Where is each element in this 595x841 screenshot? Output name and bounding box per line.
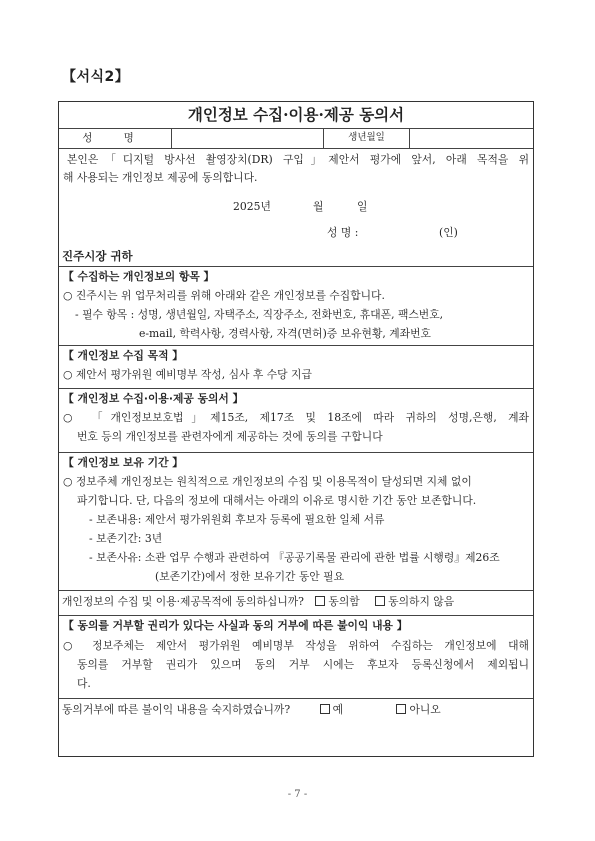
ack-row (62, 701, 529, 718)
ack-no-option[interactable]: 아니오 (396, 703, 440, 716)
retention-line-5: - 보존사유: 소관 업무 수행과 관련하여 『공공기록물 관리에 관한 법률 시행령』제26조 (89, 551, 500, 564)
consent-line-1: ○ 「개인정보보호법」제15조, 제17조 및 18조에 따라 귀하의 성명,은행, 계좌 (63, 411, 529, 424)
refusal-line-1: ○ 정보주체는 제안서 평가위원 예비명부 작성을 위하여 수집하는 개인정보에 대해 (63, 639, 529, 652)
items-line-2: - 필수 항목 : 성명, 생년월일, 자택주소, 직장주소, 전화번호, 휴대폰, 팩스번호, (75, 308, 444, 321)
retention-line-1: ○ 정보주체 개인정보는 원칙적으로 개인정보의 수집 및 이용목적이 달성되면 지체 없이 (63, 475, 472, 488)
refusal-section-head: 【 동의를 거부할 권리가 있다는 사실과 동의 거부에 따른 불이익 내용 】 (63, 619, 408, 632)
items-line-3: e-mail, 학력사항, 경력사항, 자격(면허)증 보유현황, 계좌번호 (139, 327, 431, 340)
refusal-line-2: 동의를 거부할 권리가 있으며 동의 거부 시에는 후보자 등록신청에서 제외됩니 (77, 658, 529, 671)
retention-section-head: 【 개인정보 보유 기간 】 (63, 456, 184, 469)
agree-option[interactable]: 동의함 (315, 595, 359, 608)
intro-line-1: 본인은「디지털 방사선 촬영장치(DR) 구입」제안서 평가에 앞서, 아래 목적을 위 (67, 153, 529, 166)
agree-question: 개인정보의 수집 및 이용·제공목적에 동의하십니까? (62, 595, 304, 608)
disagree-option[interactable]: 동의하지 않음 (375, 595, 454, 608)
items-section-head: 【 수집하는 개인정보의 항목 】 (63, 270, 215, 283)
recipient: 진주시장 귀하 (62, 249, 133, 263)
disagree-checkbox[interactable] (375, 596, 385, 606)
seal-label: (인) (439, 226, 458, 239)
ack-yes-option[interactable]: 예 (320, 703, 343, 716)
consent-line-2: 번호 등의 개인정보를 관련자에게 제공하는 것에 동의를 구합니다 (77, 430, 383, 443)
name-field[interactable] (172, 128, 322, 148)
birth-field[interactable] (410, 128, 532, 148)
form-label: 【서식2】 (62, 69, 130, 85)
ack-question: 동의거부에 따른 불이익 내용을 숙지하였습니까? (62, 703, 291, 716)
intro-line-2: 해 사용되는 개인정보 제공에 동의합니다. (63, 171, 258, 184)
items-line-1: ○ 진주시는 위 업무처리를 위해 아래와 같은 개인정보를 수집합니다. (63, 289, 385, 302)
agree-checkbox[interactable] (315, 596, 325, 606)
retention-line-2: 파기합니다. 단, 다음의 정보에 대해서는 아래의 이유로 명시한 기간 동안 보존합니다. (77, 494, 477, 507)
signature-label: 성 명 : (327, 226, 359, 239)
retention-line-4: - 보존기간: 3년 (89, 532, 163, 545)
page-number: - 7 - (287, 789, 308, 800)
date-year: 2025년 (233, 200, 271, 213)
form-title: 개인정보 수집·이용·제공 동의서 (59, 102, 533, 129)
consent-form (58, 101, 534, 757)
refusal-line-3: 다. (77, 677, 91, 690)
name-label: 성 명 (82, 132, 148, 144)
ack-no-checkbox[interactable] (396, 704, 406, 714)
ack-yes-checkbox[interactable] (320, 704, 330, 714)
agree-row (62, 593, 529, 610)
retention-line-3: - 보존내용: 제안서 평가위원회 후보자 등록에 필요한 일체 서류 (89, 513, 385, 526)
purpose-line-1: ○ 제안서 평가위원 예비명부 작성, 심사 후 수당 지급 (63, 368, 312, 381)
consent-section-head: 【 개인정보 수집·이용·제공 동의서 】 (63, 392, 244, 405)
retention-line-6: (보존기간)에서 정한 보유기간 동안 필요 (155, 570, 345, 583)
name-row (59, 128, 533, 149)
date-month: 월 (313, 200, 324, 213)
date-day: 일 (357, 200, 368, 213)
purpose-section-head: 【 개인정보 수집 목적 】 (63, 349, 184, 362)
birth-label: 생년월일 (348, 132, 385, 143)
